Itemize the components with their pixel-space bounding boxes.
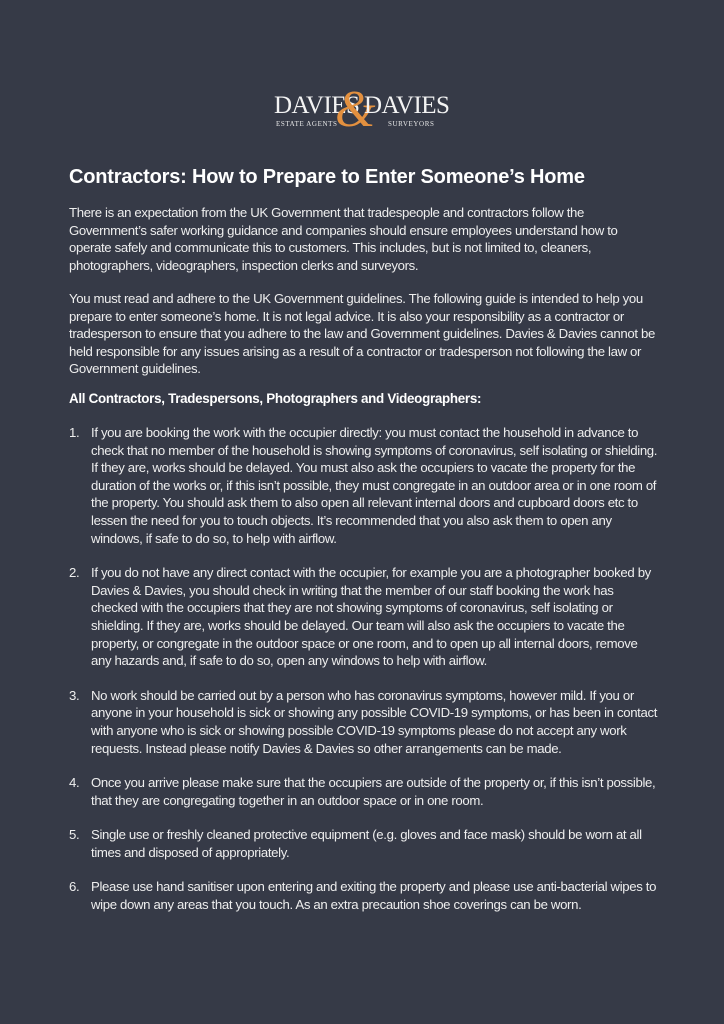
logo-left-word: DAVIES bbox=[274, 92, 360, 119]
list-item bbox=[69, 826, 659, 861]
section-heading: All Contractors, Tradespersons, Photographers and Videographers: bbox=[69, 391, 482, 406]
steps-list bbox=[69, 424, 659, 914]
logo-left-subtitle: ESTATE AGENTS bbox=[276, 120, 338, 128]
intro-paragraph-1: There is an expectation from the UK Government that tradespeople and contractors follow the Government’s safer working guidance and companies should ensure employees understand how to operate safely and communicate this to customers. This includes, but is not limited to, cleaners, photographers, videographers, inspection clerks and surveyors. bbox=[69, 205, 618, 273]
list-item-text: Once you arrive please make sure that the occupiers are outside of the property or, if this isn’t possible, that they are congregating together in an outdoor space or in one room. bbox=[91, 775, 656, 808]
logo-right-subtitle: SURVEYORS bbox=[388, 120, 435, 128]
list-item-number: 5. bbox=[69, 827, 80, 843]
list-item-number: 3. bbox=[69, 687, 80, 703]
logo-right-word: DAVIES bbox=[364, 92, 450, 119]
list-item-text: If you are booking the work with the occupier directly: you must contact the household in advance to check that no member of the household is showing symptoms of coronavirus, self isolating or shielding. If they are, works should be delayed. You must also ask the occupiers to vacate the property for the duration of the works or, if this isn’t possible, they must congregate in an outdoor area or in one room of the property. You should ask them to also open all relevant internal doors and cupboard doors etc to lessen the need for you to touch objects. It’s recommended that you also ask them to open any windows, if safe to do so, to help with airflow. bbox=[91, 425, 658, 546]
list-item bbox=[69, 687, 659, 757]
list-item bbox=[69, 564, 659, 670]
company-logo bbox=[272, 81, 450, 141]
list-item bbox=[69, 878, 659, 913]
list-item-number: 6. bbox=[69, 879, 80, 895]
page-title: Contractors: How to Prepare to Enter Someone’s Home bbox=[69, 166, 585, 188]
list-item-number: 1. bbox=[69, 425, 80, 440]
logo-ampersand: & bbox=[335, 81, 376, 138]
list-item-number: 2. bbox=[69, 565, 80, 581]
list-item bbox=[69, 774, 659, 809]
list-item-text: Please use hand sanitiser upon entering and exiting the property and please use anti-bacterial wipes to wipe down any areas that you touch. As an extra precaution shoe coverings can be worn. bbox=[91, 879, 657, 913]
list-item-text: If you do not have any direct contact with the occupier, for example you are a photographer booked by Davies & Davies, you should check in writing that the member of our staff booking the work has checked with the occupiers that they are not showing symptoms of coronavirus, self isolating or shielding. If they are, works should be delayed. Our team will also ask the occupiers to vacate the property, or congregate in the outdoor space or one room, and to open up all internal doors, remove any hazards and, if safe to do so, open any windows to help with airflow. bbox=[91, 565, 651, 669]
intro-paragraph-2: You must read and adhere to the UK Government guidelines. The following guide is intended to help you prepare to enter someone’s home. It is not legal advice. It is also your responsibility as a contractor or tradesperson to ensure that you adhere to the law and Government guidelines. Davies & Davies cannot be held responsible for any issues arising as a result of a contractor or tradesperson not following the law or Government guidelines. bbox=[69, 291, 655, 377]
list-item-number: 4. bbox=[69, 775, 80, 791]
list-item bbox=[69, 424, 659, 547]
list-item-text: No work should be carried out by a person who has coronavirus symptoms, however mild. If you or anyone in your household is sick or showing any possible COVID-19 symptoms, or has been in contact with anyone who is sick or showing possible COVID-19 symptoms please do not accept any work requests. Instead please notify Davies & Davies so other arrangements can be made. bbox=[91, 687, 658, 756]
list-item-text: Single use or freshly cleaned protective equipment (e.g. gloves and face mask) should be worn at all times and disposed of appropriately. bbox=[91, 827, 642, 860]
